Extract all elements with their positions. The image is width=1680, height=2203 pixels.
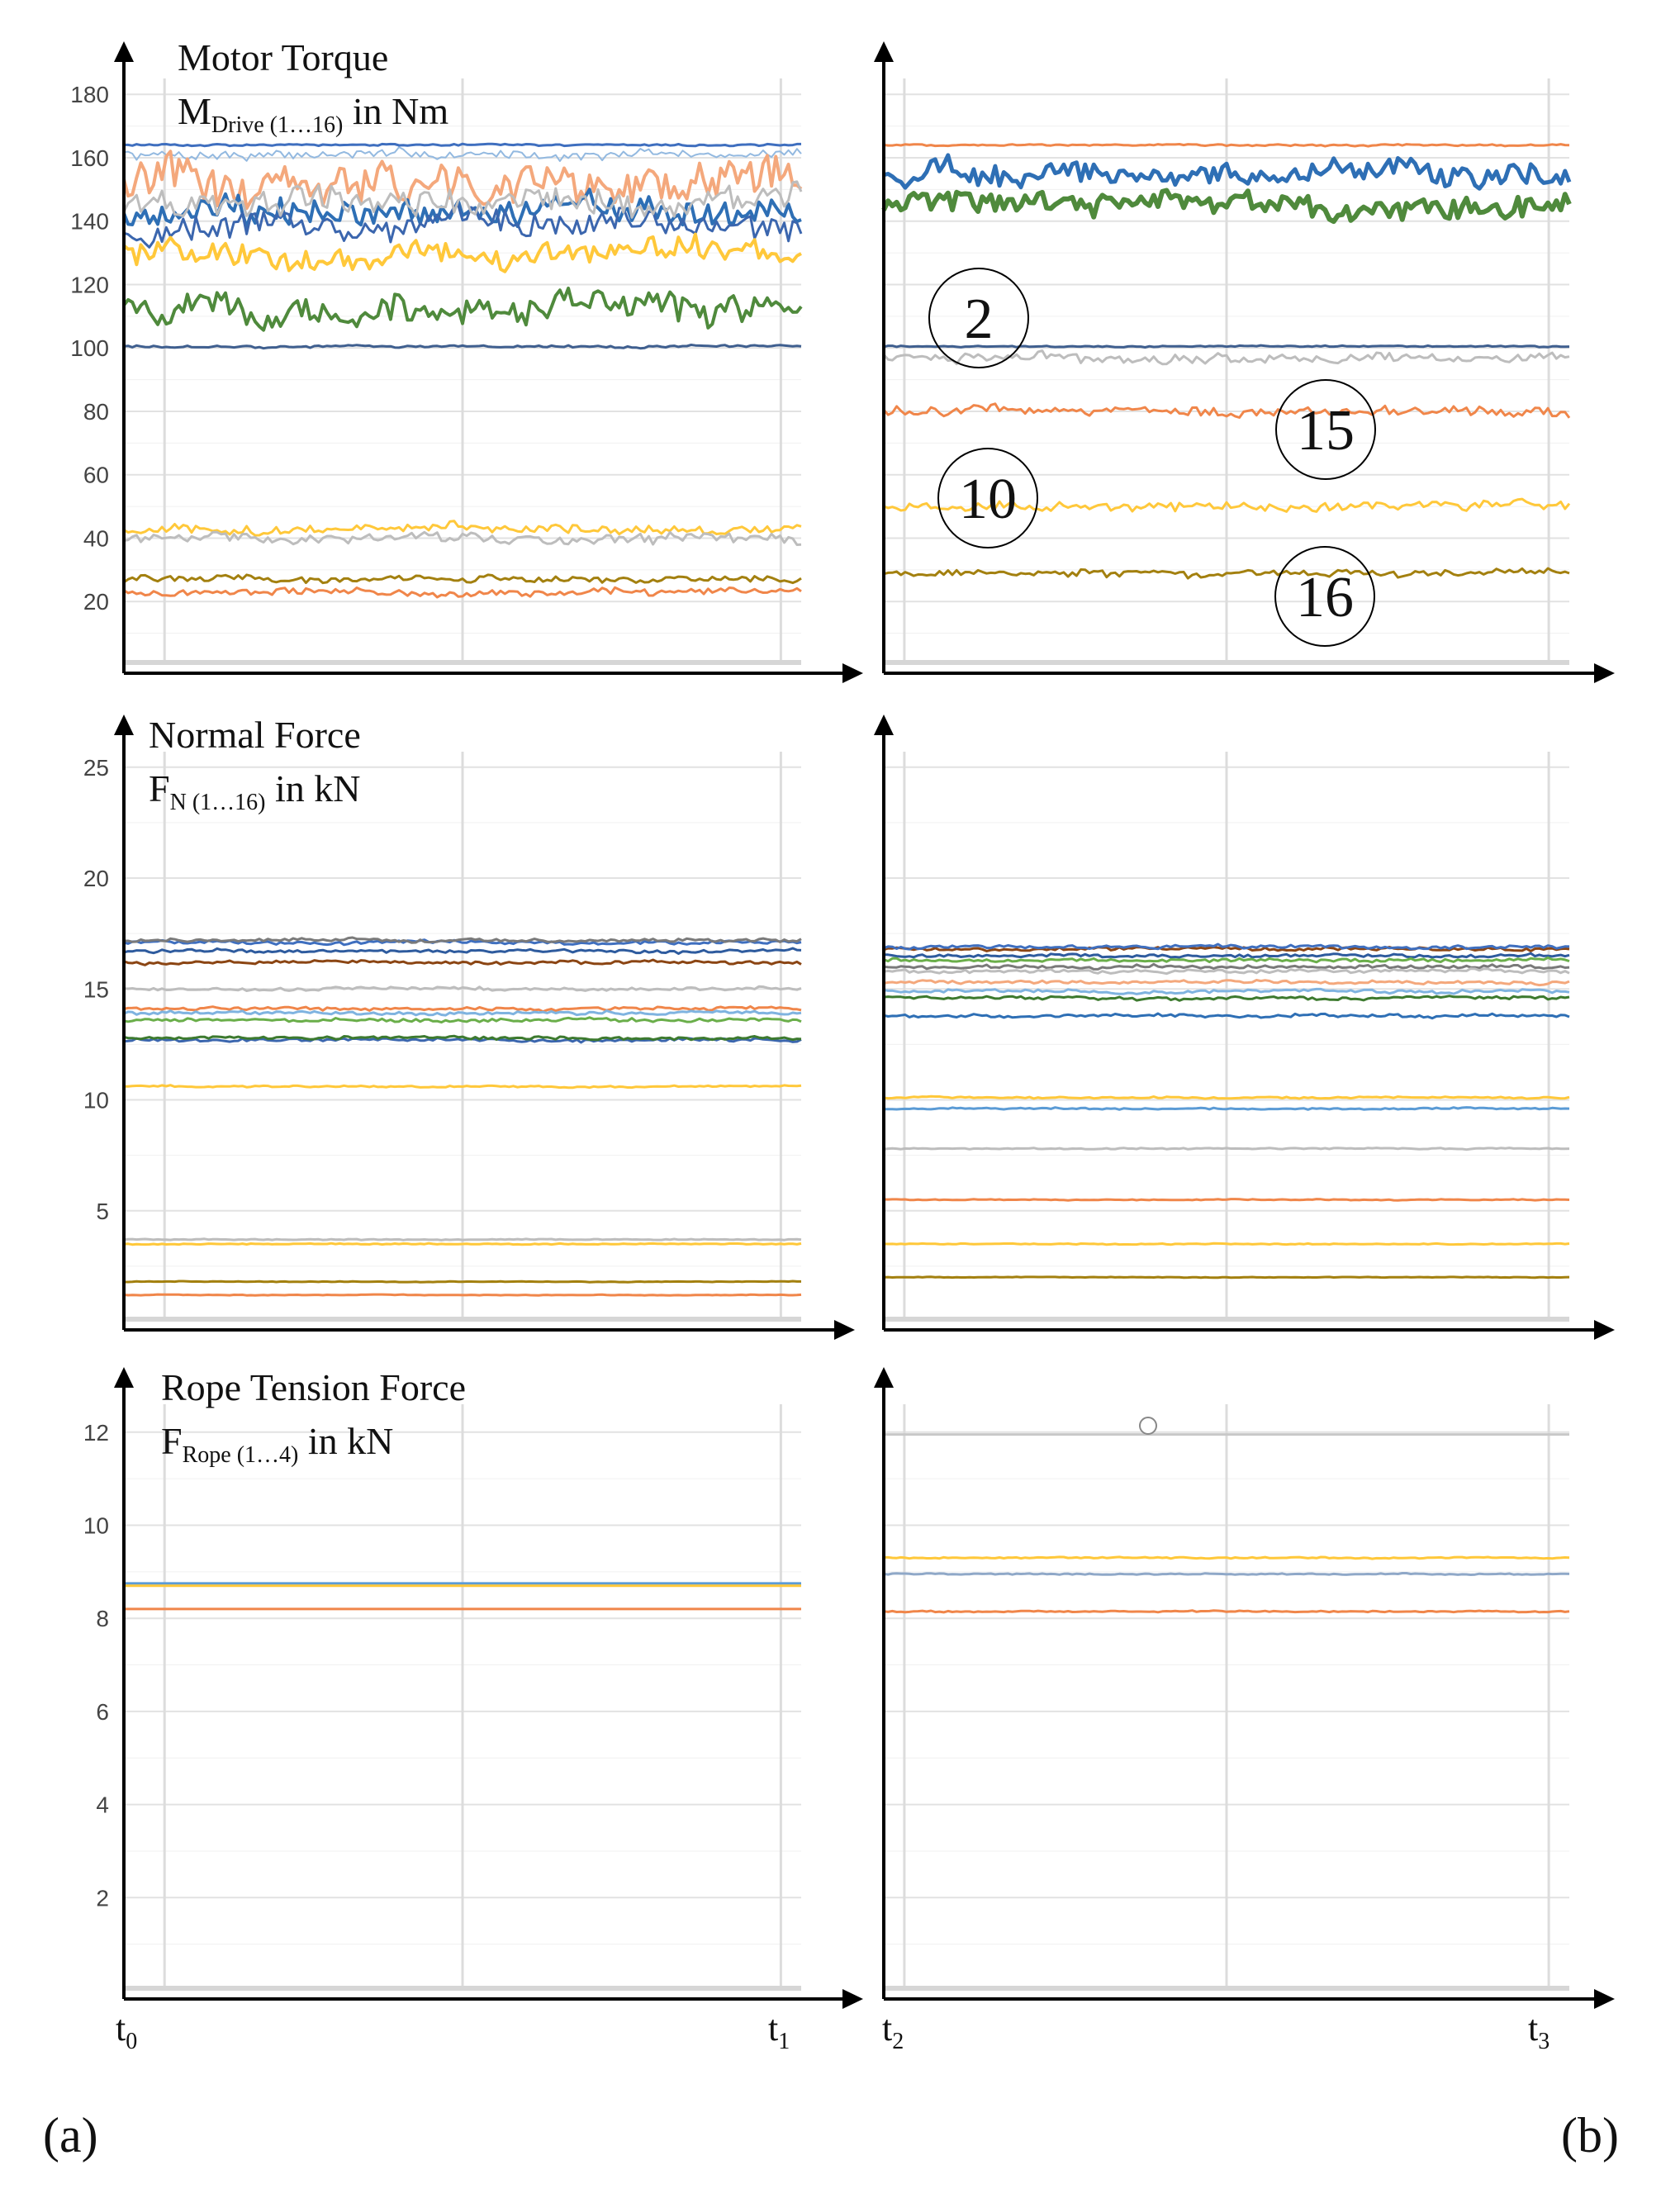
panel-label-b: (b) — [1561, 2108, 1619, 2163]
x-axis-arrow — [842, 1989, 863, 2009]
marker — [1140, 1417, 1156, 1434]
series-line — [124, 1243, 801, 1245]
y-tick-label: 10 — [83, 1512, 109, 1539]
y-tick-label: 20 — [83, 866, 109, 892]
series-line — [884, 1574, 1569, 1575]
chart-torque-b — [874, 41, 1615, 683]
series-line — [124, 1294, 801, 1295]
baseline-band — [124, 1317, 801, 1322]
x-axis-arrow — [1594, 1320, 1615, 1340]
y-tick-label: 10 — [83, 1087, 109, 1113]
t-main: t — [1528, 2008, 1539, 2049]
series-line — [884, 1611, 1569, 1612]
y-tick-label: 5 — [96, 1198, 109, 1224]
callout-label: 16 — [1296, 566, 1354, 629]
baseline-band — [884, 1986, 1569, 1991]
t-sub: 1 — [778, 2029, 790, 2054]
baseline-band — [884, 1317, 1569, 1322]
y-label-main: M — [178, 90, 211, 132]
y-tick-label: 160 — [70, 145, 109, 171]
panel-label-a: (a) — [43, 2108, 98, 2163]
y-label-main: F — [161, 1420, 183, 1462]
y-label-main: F — [149, 767, 170, 810]
y-axis-arrow — [874, 715, 894, 735]
series-line — [884, 1243, 1569, 1245]
y-tick-label: 12 — [83, 1419, 109, 1446]
y-axis-arrow — [874, 41, 894, 62]
chart-normal-a — [83, 714, 855, 1340]
series-line — [884, 1199, 1569, 1201]
y-label-unit: in Nm — [343, 90, 449, 132]
y-label-sub: Drive (1…16) — [211, 112, 344, 138]
x-axis-arrow — [842, 663, 863, 683]
x-label-t0 — [116, 2008, 137, 2054]
callout-label: 10 — [959, 468, 1017, 531]
y-tick-label: 15 — [83, 976, 109, 1003]
t-main: t — [116, 2008, 126, 2049]
y-axis-arrow — [874, 1367, 894, 1388]
y-tick-label: 20 — [83, 589, 109, 615]
y-tick-label: 100 — [70, 335, 109, 362]
x-axis-arrow — [1594, 1989, 1615, 2009]
y-label-unit: in kN — [298, 1420, 394, 1462]
baseline-band — [124, 660, 801, 665]
x-axis-arrow — [834, 1320, 855, 1340]
y-tick-label: 60 — [83, 462, 109, 488]
chart-title: Motor Torque — [178, 36, 389, 78]
x-label-t3 — [1528, 2008, 1549, 2054]
y-label-unit: in kN — [265, 767, 361, 810]
series-line — [884, 1277, 1569, 1278]
t-main: t — [882, 2008, 893, 2049]
y-tick-label: 80 — [83, 398, 109, 425]
x-label-t2 — [882, 2008, 904, 2054]
y-tick-label: 180 — [70, 82, 109, 108]
t-sub: 2 — [892, 2029, 904, 2054]
yticks-rope-a — [83, 1420, 109, 1911]
chart-rope-a — [83, 1366, 863, 2054]
y-label-sub: N (1…16) — [169, 790, 266, 815]
y-tick-label: 40 — [83, 525, 109, 552]
callout-label: 2 — [964, 287, 994, 351]
y-axis-arrow — [114, 1367, 134, 1388]
baseline-band — [124, 1986, 801, 1991]
y-tick-label: 2 — [96, 1885, 109, 1911]
y-tick-label: 120 — [70, 272, 109, 298]
chart-normal-b — [874, 715, 1615, 1340]
t-sub: 3 — [1538, 2029, 1550, 2054]
y-axis-arrow — [114, 41, 134, 62]
y-tick-label: 4 — [96, 1792, 109, 1818]
t-main: t — [768, 2008, 779, 2049]
x-axis-arrow — [1594, 663, 1615, 683]
x-label-t1 — [768, 2008, 790, 2054]
chart-rope-b — [874, 1367, 1615, 2054]
yticks-torque-a — [70, 82, 109, 615]
yticks-normal-a — [83, 755, 109, 1224]
y-tick-label: 25 — [83, 754, 109, 781]
baseline-band — [884, 660, 1569, 665]
series-line — [124, 1239, 801, 1241]
y-label-sub: Rope (1…4) — [182, 1442, 299, 1468]
chart-torque-a — [70, 36, 863, 683]
y-tick-label: 6 — [96, 1698, 109, 1725]
series-line — [124, 1281, 801, 1282]
chart-title: Rope Tension Force — [161, 1366, 466, 1408]
y-axis-arrow — [114, 715, 134, 735]
y-tick-label: 140 — [70, 208, 109, 235]
series-line — [884, 1557, 1569, 1559]
chart-title: Normal Force — [149, 714, 361, 756]
callout-label: 15 — [1297, 399, 1355, 463]
t-sub: 0 — [126, 2029, 138, 2054]
y-tick-label: 8 — [96, 1606, 109, 1632]
